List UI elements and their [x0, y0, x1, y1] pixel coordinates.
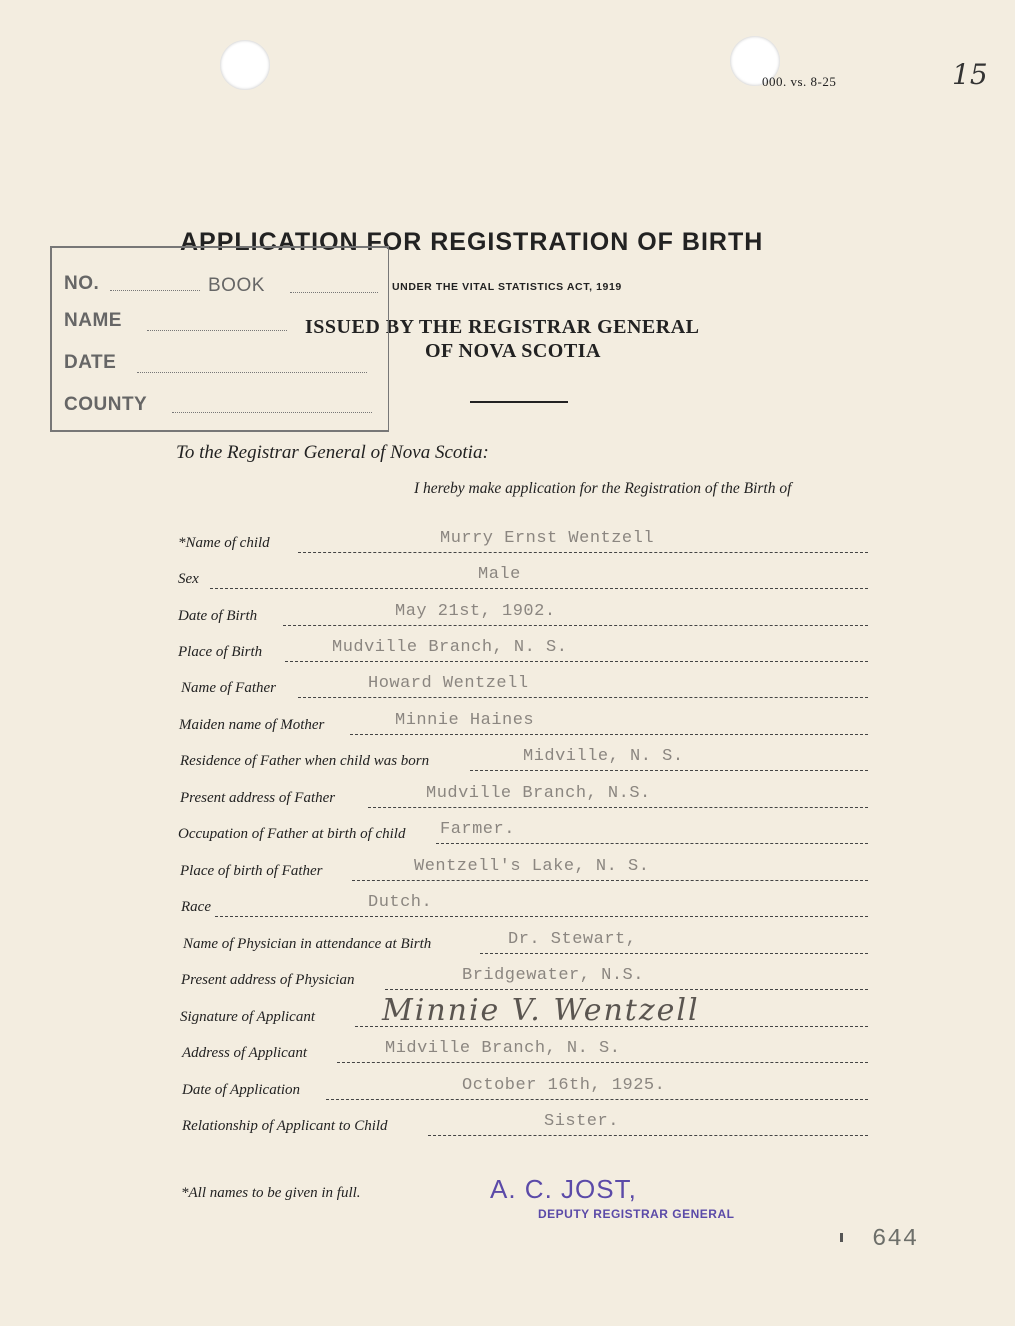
field-label: Race [181, 899, 211, 915]
field-value: May 21st, 1902. [395, 602, 556, 621]
field-value: Mudville Branch, N. S. [332, 638, 568, 657]
field-label: Address of Applicant [182, 1045, 307, 1061]
field-label: Sex [178, 571, 199, 587]
field-label: Signature of Applicant [180, 1009, 315, 1025]
field-value: Male [478, 565, 521, 584]
field-label: Present address of Father [180, 790, 336, 806]
page-number: 644 [872, 1226, 919, 1253]
stamp-book-label: BOOK [208, 275, 265, 296]
stamp-date-label: DATE [64, 352, 117, 373]
field-value: October 16th, 1925. [462, 1076, 666, 1095]
field-value: Midville Branch, N. S. [385, 1039, 621, 1058]
field-value: Mudville Branch, N.S. [426, 784, 651, 803]
field-value: Minnie Haines [395, 711, 535, 730]
field-label: Place of birth of Father [180, 863, 323, 879]
field-value: Wentzell's Lake, N. S. [414, 857, 650, 876]
field-value: Howard Wentzell [368, 674, 529, 693]
registrar-stamp-name: A. C. JOST, [490, 1174, 637, 1204]
issued-line: ISSUED BY THE REGISTRAR GENERAL [305, 316, 700, 338]
page-title: APPLICATION FOR REGISTRATION OF BIRTH [180, 228, 764, 256]
title-rule [470, 401, 568, 403]
field-label: Name of Father [181, 680, 276, 696]
act-line: UNDER THE VITAL STATISTICS ACT, 1919 [392, 281, 622, 293]
punch-hole-left [220, 40, 270, 90]
field-label: Residence of Father when child was born [180, 753, 430, 769]
registrar-stamp-title: DEPUTY REGISTRAR GENERAL [538, 1207, 735, 1221]
field-label: Name of Physician in attendance at Birth [183, 936, 432, 952]
stamp-county-label: COUNTY [64, 394, 148, 415]
field-label: Date of Birth [178, 608, 258, 624]
margin-mark [840, 1233, 843, 1242]
field-label: Place of Birth [178, 644, 263, 660]
field-value: Midville, N. S. [523, 747, 684, 766]
field-label: Relationship of Applicant to Child [182, 1118, 388, 1134]
field-label: *Name of child [178, 535, 270, 551]
field-value: Bridgewater, N.S. [462, 966, 644, 985]
footnote: *All names to be given in full. [181, 1185, 361, 1201]
form-code: 000. vs. 8-25 [762, 74, 837, 89]
registry-stamp [50, 246, 389, 432]
field-value: Dr. Stewart, [508, 930, 637, 949]
page-edge [1015, 0, 1029, 1326]
field-label: Occupation of Father at birth of child [178, 826, 406, 842]
stamp-no-label: NO. [64, 273, 100, 294]
field-value: Dutch. [368, 893, 433, 912]
field-value: Murry Ernst Wentzell [440, 529, 655, 548]
field-label: Present address of Physician [181, 972, 355, 988]
field-value: Farmer. [440, 820, 515, 839]
applicant-signature: Minnie V. Wentzell [382, 993, 700, 1028]
province-line: OF NOVA SCOTIA [425, 340, 601, 362]
field-label: Maiden name of Mother [179, 717, 325, 733]
field-label: Date of Application [182, 1082, 301, 1098]
salutation: To the Registrar General of Nova Scotia: [176, 442, 489, 463]
field-value: Sister. [544, 1112, 619, 1131]
intro-text: I hereby make application for the Registration of the Birth of [414, 480, 792, 497]
stamp-name-label: NAME [64, 310, 122, 331]
corner-number: 15 [952, 58, 988, 91]
